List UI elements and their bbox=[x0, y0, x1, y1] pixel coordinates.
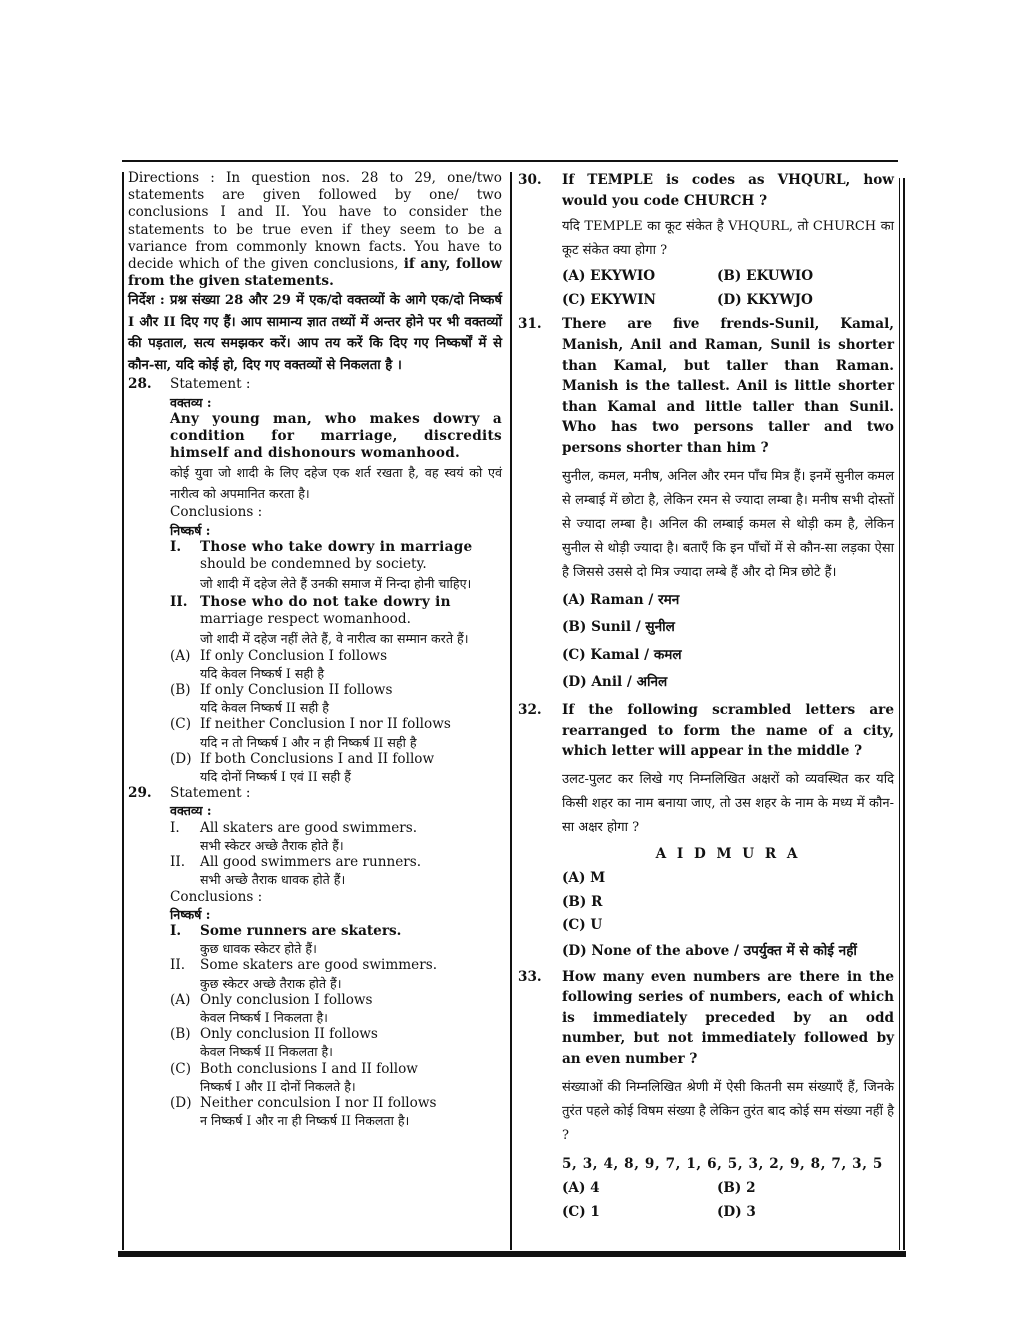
question-text-en: If TEMPLE is codes as VHQURL, how would you code CHURCH ? bbox=[562, 172, 894, 209]
option-a: (A) 4 bbox=[562, 1180, 600, 1197]
left-column-rule bbox=[122, 172, 124, 1250]
question-30 bbox=[518, 170, 894, 310]
option-d: (D) None of the above / उपर्युक्त में से कोई नहीं bbox=[562, 943, 857, 960]
options bbox=[562, 266, 894, 310]
question-33 bbox=[518, 967, 894, 1223]
option-b: (B) R bbox=[562, 893, 603, 910]
directions-en: Directions : In question nos. 28 to 29, one/two statements are given followed by one/ two conclusions I and II. You have to consider the statements to be true even if they seem to be a variance from commonly known facts. You have to decide which of the given conclusions, if any, follow from the given statements. bbox=[128, 170, 502, 290]
option-d: (D) Anil / अनिल bbox=[562, 674, 668, 691]
conclusion-1: I. Those who take dowry in marriage should be condemned by society. जो शादी में दहेज लेते हैं उनकी समाज में निन्दा होनी चाहिए। bbox=[170, 538, 473, 592]
right-column-rule bbox=[899, 178, 900, 1250]
option-c: (C) U bbox=[562, 917, 603, 934]
right-column-rule-thick bbox=[903, 178, 905, 1250]
option-c: (C) Both conclusions I and II follow निष्कर्ष I और II दोनों निकलते है। bbox=[170, 1060, 418, 1094]
question-31 bbox=[518, 314, 894, 700]
conclusions-label-hi: निष्कर्ष : bbox=[170, 906, 211, 922]
question-29 bbox=[128, 785, 502, 1129]
number-series: 5, 3, 4, 8, 9, 7, 1, 6, 5, 3, 2, 9, 8, 7, 3, 5 bbox=[562, 1155, 883, 1172]
question-text-hi: संख्याओं की निम्नलिखित श्रेणी में ऐसी कितनी सम संख्याएँ हैं, जिनके तुरंत पहले कोई विषम संख्या है लेकिन तुरंत बाद कोई सम संख्या नहीं है ? bbox=[562, 1079, 894, 1143]
question-number: 32. bbox=[518, 701, 542, 718]
statement-label-hi: वक्तव्य : bbox=[170, 394, 212, 410]
question-text-en: How many even numbers are there in the following series of numbers, each of which is immediately preceded by an odd number, but not immediately followed by an even number ? bbox=[562, 968, 894, 1068]
directions-hi: निर्देश : प्रश्न संख्या 28 और 29 में एक/दो वक्तव्यों के आगे एक/दो निष्कर्ष I और II दिए गए हैं। आप सामान्य ज्ञात तथ्यों में अन्तर होने पर भी वक्तव्यों की पड़ताल, सत्य समझकर करें। आप तय करें कि दिए गए निष्कर्षों में से कौन-सा, यदि कोई हो, दिए गए वक्तव्यों से निकलता है । bbox=[128, 293, 502, 373]
option-c: (C) EKYWIN bbox=[562, 291, 656, 308]
bottom-rule bbox=[118, 1251, 906, 1257]
option-a: (A) Raman / रमन bbox=[562, 591, 680, 608]
question-text-hi: यदि TEMPLE का कूट संकेत है VHQURL, तो CHURCH का कूट संकेत क्या होगा ? bbox=[562, 219, 894, 259]
option-d: (D) 3 bbox=[717, 1203, 756, 1220]
option-d: (D) Neither conculsion I nor II follows न निष्कर्ष I और ना ही निष्कर्ष II निकलता है। bbox=[170, 1094, 437, 1129]
question-text-hi: सुनील, कमल, मनीष, अनिल और रमन पाँच मित्र हैं। इनमें सुनील कमल से लम्बाई में छोटा है, लेकिन रमन से ज्यादा लम्बा है। मनीष सभी दोस्तों से ज्यादा लम्बा है। अनिल की लम्बाई कमल से थोड़ी कम है, लेकिन सुनील से थोड़ी ज्यादा है। बताएँ कि इन पाँचों में से कौन-सा लड़का ऐसा है जिससे उससे दो मित्र ज्यादा लम्बे हैं और दो मित्र छोटे हैं। bbox=[562, 468, 895, 580]
statement-label: Statement : bbox=[170, 376, 251, 393]
conclusion-2: II. Some skaters are good swimmers. कुछ स्केटर अच्छे तैराक होते हैं। bbox=[170, 957, 438, 991]
question-text-en: There are five frends-Sunil, Kamal, Manish, Anil and Raman, Sunil is shorter than Kamal, but taller than Raman. Manish is the tallest. Anil is little shorter than Kamal and little taller than Sunil. Who has two persons taller and two persons shorter than him ? bbox=[562, 316, 894, 456]
option-b: (B) If only Conclusion II follows यदि केवल निष्कर्ष II सही है bbox=[170, 682, 393, 716]
statement-2: II. All good swimmers are runners. सभी अच्छे तैराक धावक होते हैं। bbox=[170, 854, 422, 888]
top-rule bbox=[122, 160, 898, 162]
option-d: (D) KKYWJO bbox=[717, 291, 813, 308]
option-b: (B) EKUWIO bbox=[717, 268, 814, 285]
conclusions-label-hi: निष्कर्ष : bbox=[170, 522, 211, 538]
option-a: (A) If only Conclusion I follows यदि केवल निष्कर्ष I सही है bbox=[170, 647, 388, 681]
option-a: (A) M bbox=[562, 870, 606, 887]
option-b: (B) Only conclusion II follows केवल निष्कर्ष II निकलता है। bbox=[170, 1026, 378, 1060]
question-text-hi: उलट-पुलट कर लिखे गए निम्नलिखित अक्षरों को व्यवस्थित कर यदि किसी शहर का नाम बनाया जाए, तो उस शहर के नाम के मध्य में कौन-सा अक्षर होगा ? bbox=[562, 771, 894, 835]
question-text-en: If the following scrambled letters are rearranged to form the name of a city, which letter will appear in the middle ? bbox=[562, 701, 894, 760]
options bbox=[562, 868, 894, 961]
option-c: (C) Kamal / कमल bbox=[562, 646, 682, 663]
question-number: 31. bbox=[518, 316, 542, 333]
statement-en: Any young man, who makes dowry a condition for marriage, discredits himself and dishonours womanhood. bbox=[170, 410, 502, 462]
right-column bbox=[518, 170, 894, 1222]
question-28 bbox=[128, 376, 502, 785]
options bbox=[562, 590, 894, 693]
option-b: (B) 2 bbox=[717, 1180, 756, 1197]
statement-hi: कोई युवा जो शादी के लिए दहेज एक शर्त रखता है, वह स्वयं को एवं नारीत्व को अपमानित करता है। bbox=[170, 465, 502, 502]
left-column bbox=[128, 170, 502, 1129]
option-b: (B) Sunil / सुनील bbox=[562, 619, 675, 636]
option-d: (D) If both Conclusions I and II follow यदि दोनों निष्कर्ष I एवं II सही हैं bbox=[170, 750, 435, 785]
option-a: (A) Only conclusion I follows केवल निष्कर्ष I निकलता है। bbox=[170, 991, 373, 1025]
question-number: 29. bbox=[128, 785, 152, 802]
option-a: (A) EKYWIO bbox=[562, 268, 656, 285]
conclusions-label: Conclusions : bbox=[170, 888, 263, 905]
middle-column-rule bbox=[510, 172, 512, 1250]
option-c: (C) 1 bbox=[562, 1203, 600, 1220]
question-number: 33. bbox=[518, 968, 542, 985]
statement-1: I. All skaters are good swimmers. सभी स्केटर अच्छे तैराक होते हैं। bbox=[170, 819, 418, 853]
option-c: (C) If neither Conclusion I nor II follows यदि न तो निष्कर्ष I और न ही निष्कर्ष II सही है bbox=[170, 716, 451, 750]
question-32 bbox=[518, 700, 894, 967]
conclusion-2: II. Those who do not take dowry in marriage respect womanhood. जो शादी में दहेज नहीं लेते हैं, वे नारीत्व का सम्मान करते हैं। bbox=[170, 594, 469, 646]
scrambled-letters: A I D M U R A bbox=[655, 845, 801, 862]
statement-label: Statement : bbox=[170, 785, 251, 802]
options bbox=[562, 1178, 894, 1222]
conclusions-label: Conclusions : bbox=[170, 504, 263, 521]
statement-label-hi: वक्तव्य : bbox=[170, 803, 212, 819]
question-number: 28. bbox=[128, 376, 152, 393]
question-number: 30. bbox=[518, 172, 542, 188]
conclusion-1: I. Some runners are skaters. कुछ धावक स्केटर होते हैं। bbox=[170, 922, 402, 957]
